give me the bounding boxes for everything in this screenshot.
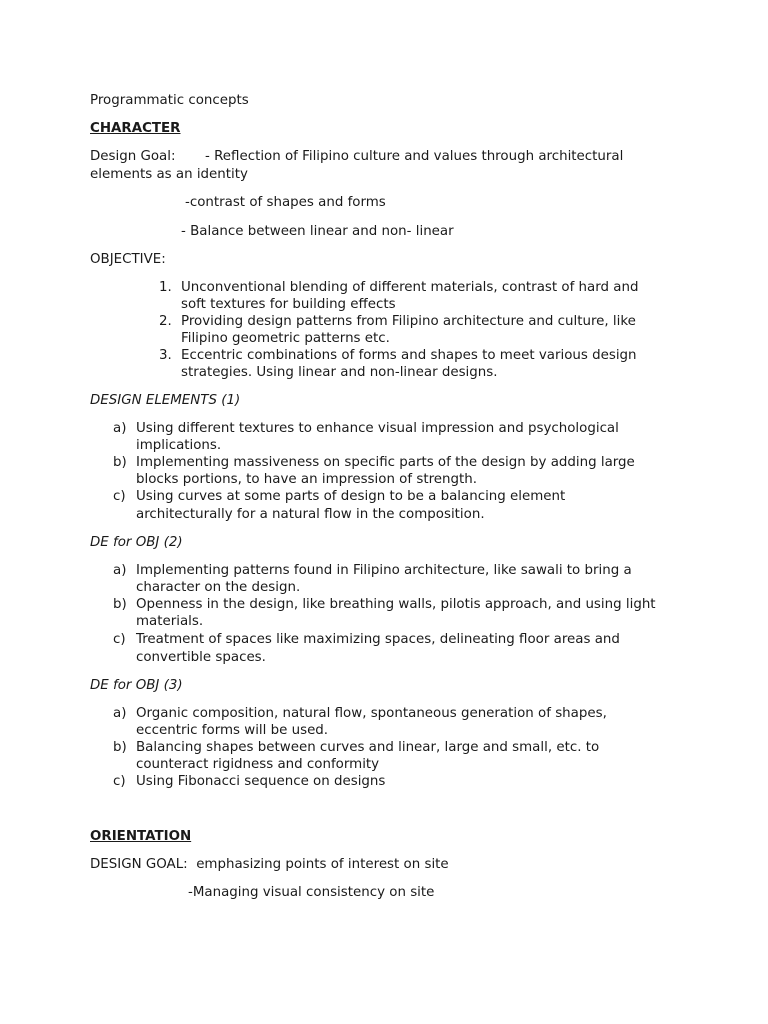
list-item-continued: strategies. Using linear and non-linear designs. bbox=[181, 365, 498, 380]
de-obj-3-label: DE for OBJ (3) bbox=[90, 678, 183, 693]
list-marker: c) bbox=[113, 632, 126, 647]
list-item-continued: blocks portions, to have an impression of strength. bbox=[136, 472, 478, 487]
list-marker: b) bbox=[113, 597, 127, 612]
list-marker: a) bbox=[113, 421, 127, 436]
list-item-continued: eccentric forms will be used. bbox=[136, 723, 329, 738]
list-marker: 2. bbox=[159, 314, 172, 329]
list-item-continued: soft textures for building effects bbox=[181, 297, 396, 312]
list-marker: a) bbox=[113, 706, 127, 721]
list-item: Balancing shapes between curves and linear, large and small, etc. to bbox=[136, 740, 600, 755]
list-item: Eccentric combinations of forms and shapes to meet various design bbox=[181, 348, 637, 363]
character-heading: CHARACTER bbox=[90, 121, 181, 136]
list-item: Unconventional blending of different materials, contrast of hard and bbox=[181, 280, 639, 295]
intro-text: Programmatic concepts bbox=[90, 93, 249, 108]
list-marker: 1. bbox=[159, 280, 172, 295]
objective-label: OBJECTIVE: bbox=[90, 252, 166, 267]
orientation-heading: ORIENTATION bbox=[90, 829, 192, 844]
design-goal-text: - Reflection of Filipino culture and values through architectural bbox=[205, 149, 624, 164]
list-marker: c) bbox=[113, 489, 126, 504]
orientation-design-goal: DESIGN GOAL: emphasizing points of interest on site bbox=[90, 857, 449, 872]
list-item-continued: materials. bbox=[136, 614, 204, 629]
list-marker: 3. bbox=[159, 348, 172, 363]
list-item: Using curves at some parts of design to be a balancing element bbox=[136, 489, 566, 504]
list-item-continued: architecturally for a natural flow in the composition. bbox=[136, 507, 485, 522]
list-item-continued: convertible spaces. bbox=[136, 650, 266, 665]
design-goal-text-continued: elements as an identity bbox=[90, 167, 248, 182]
list-item: Providing design patterns from Filipino architecture and culture, like bbox=[181, 314, 636, 329]
orientation-goal-extra: -Managing visual consistency on site bbox=[188, 885, 435, 900]
design-goal-extra-2: - Balance between linear and non- linear bbox=[181, 224, 454, 239]
list-item-continued: implications. bbox=[136, 438, 222, 453]
de-obj-2-label: DE for OBJ (2) bbox=[90, 535, 183, 550]
list-item-continued: counteract rigidness and conformity bbox=[136, 757, 380, 772]
design-elements-1-label: DESIGN ELEMENTS (1) bbox=[90, 393, 241, 408]
design-goal-label: Design Goal: bbox=[90, 149, 176, 164]
list-marker: b) bbox=[113, 455, 127, 470]
list-item: Treatment of spaces like maximizing spaces, delineating floor areas and bbox=[136, 632, 620, 647]
list-marker: a) bbox=[113, 563, 127, 578]
list-item: Using Fibonacci sequence on designs bbox=[136, 774, 386, 789]
list-item-continued: character on the design. bbox=[136, 580, 301, 595]
list-item: Organic composition, natural flow, spontaneous generation of shapes, bbox=[136, 706, 607, 721]
design-goal-extra-1: -contrast of shapes and forms bbox=[185, 195, 386, 210]
list-item: Openness in the design, like breathing walls, pilotis approach, and using light bbox=[136, 597, 656, 612]
list-marker: b) bbox=[113, 740, 127, 755]
list-item-continued: Filipino geometric patterns etc. bbox=[181, 331, 390, 346]
list-item: Implementing massiveness on specific parts of the design by adding large bbox=[136, 455, 635, 470]
list-item: Implementing patterns found in Filipino architecture, like sawali to bring a bbox=[136, 563, 632, 578]
list-item: Using different textures to enhance visual impression and psychological bbox=[136, 421, 619, 436]
list-marker: c) bbox=[113, 774, 126, 789]
